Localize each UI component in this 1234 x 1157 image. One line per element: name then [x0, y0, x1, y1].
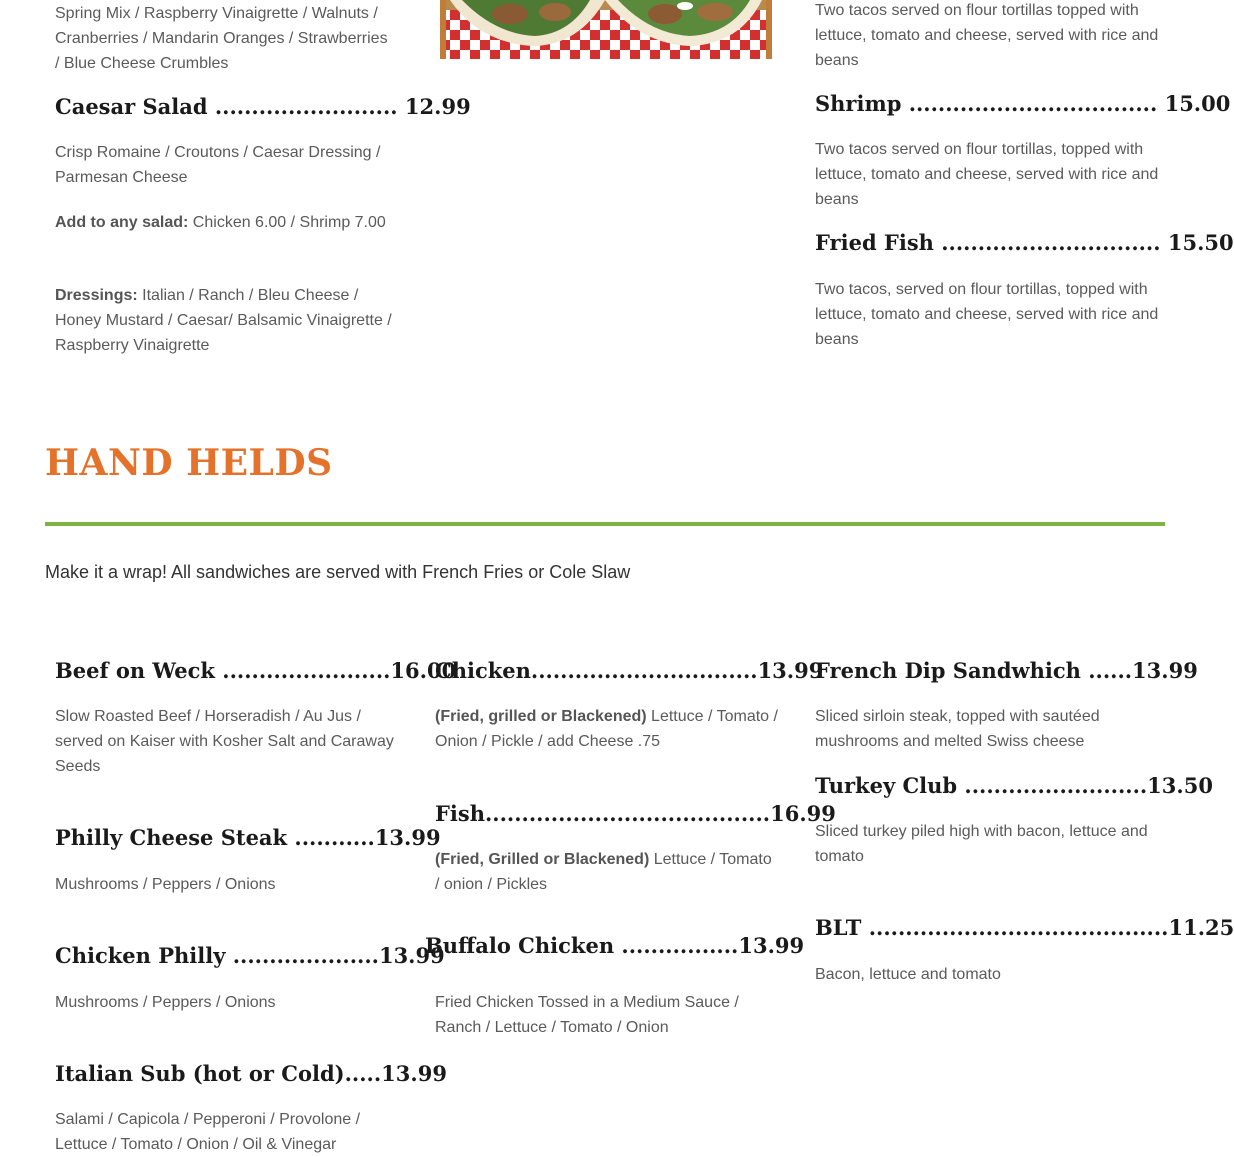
hand-helds-intro: Make it a wrap! All sandwiches are served with French Fries or Cole Slaw: [45, 562, 631, 582]
french-dip-description: Sliced sirloin steak, topped with sautéed mushrooms and melted Swiss cheese: [815, 708, 1100, 750]
philly-cheese-steak-title: Philly Cheese Steak ...........13.99: [55, 825, 441, 850]
chicken-sandwich-description: [435, 704, 780, 754]
fish-sandwich-description: [435, 847, 780, 897]
buffalo-chicken-title: Buffalo Chicken ................13.99: [425, 933, 805, 958]
spring-mix-description: Spring Mix / Raspberry Vinaigrette / Walnuts / Cranberries / Mandarin Oranges / Strawberries / Blue Cheese Crumbles: [55, 5, 388, 72]
section-divider: [45, 522, 1165, 526]
chicken-sandwich-style: (Fried, grilled or Blackened): [435, 708, 647, 725]
beef-on-weck-description: Slow Roasted Beef / Horseradish / Au Jus / served on Kaiser with Kosher Salt and Caraway Seeds: [55, 708, 394, 775]
salad-addon-text: Chicken 6.00 / Shrimp 7.00: [188, 214, 386, 231]
chicken-philly-description: Mushrooms / Peppers / Onions: [55, 994, 276, 1011]
fish-sandwich-toppings: Lettuce / Tomato / onion / Pickles: [435, 851, 772, 893]
french-dip-title: French Dip Sandwhich ......13.99: [815, 658, 1198, 683]
dressings-text: Italian / Ranch / Bleu Cheese / Honey Mustard / Caesar/ Balsamic Vinaigrette / Raspberry Vinaigrette: [55, 287, 392, 354]
fish-sandwich-title: Fish.......................................16.99: [435, 801, 836, 826]
fish-sandwich-style: (Fried, Grilled or Blackened): [435, 851, 650, 868]
taco-photo-image: [440, 0, 772, 59]
blt-description: Bacon, lettuce and tomato: [815, 966, 1001, 983]
italian-sub-description: Salami / Capicola / Pepperoni / Provolone / Lettuce / Tomato / Onion / Oil & Vinegar: [55, 1111, 361, 1153]
dressings-note: [55, 283, 400, 358]
blt-title: BLT .........................................11.25: [815, 915, 1234, 940]
taco-photo: [440, 0, 772, 59]
turkey-club-description: Sliced turkey piled high with bacon, lettuce and tomato: [815, 823, 1148, 865]
beef-on-weck-title: Beef on Weck .......................16.00: [55, 658, 457, 683]
chicken-sandwich-toppings: Lettuce / Tomato / Onion / Pickle / add Cheese .75: [435, 708, 778, 750]
buffalo-chicken-description: Fried Chicken Tossed in a Medium Sauce / Ranch / Lettuce / Tomato / Onion: [435, 994, 739, 1036]
section-title-hand-helds: HAND HELDS: [45, 442, 333, 484]
dressings-label: Dressings:: [55, 287, 138, 304]
caesar-salad-description: Crisp Romaine / Croutons / Caesar Dressing / Parmesan Cheese: [55, 144, 381, 186]
shrimp-taco-description: Two tacos served on flour tortillas, topped with lettuce, tomato and cheese, served with rice and beans: [815, 141, 1159, 208]
turkey-club-title: Turkey Club .........................13.50: [815, 773, 1213, 798]
fried-fish-taco-title: Fried Fish .............................. 15.50: [815, 230, 1234, 255]
shrimp-taco-title: Shrimp .................................. 15.00: [815, 91, 1231, 116]
italian-sub-title: Italian Sub (hot or Cold).....13.99: [55, 1061, 447, 1086]
fried-fish-taco-description: Two tacos, served on flour tortillas, topped with lettuce, tomato and cheese, served with rice and beans: [815, 281, 1159, 348]
salad-addon-note: [55, 210, 400, 235]
taco-first-description: Two tacos served on flour tortillas topped with lettuce, tomato and cheese, served with rice and beans: [815, 2, 1159, 69]
caesar-salad-title: Caesar Salad ......................... 12.99: [55, 94, 471, 119]
chicken-philly-title: Chicken Philly ....................13.99: [55, 943, 445, 968]
philly-cheese-steak-description: Mushrooms / Peppers / Onions: [55, 876, 276, 893]
salad-addon-label: Add to any salad:: [55, 214, 189, 231]
chicken-sandwich-title: Chicken...............................13.99: [435, 658, 824, 683]
